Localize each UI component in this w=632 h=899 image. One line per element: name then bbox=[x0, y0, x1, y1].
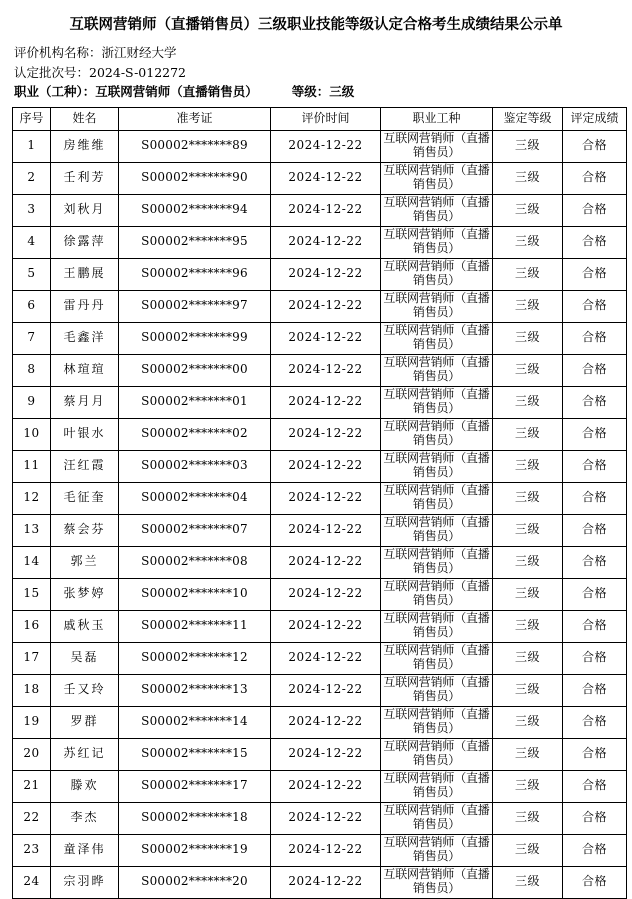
cell-score: 合格 bbox=[563, 546, 627, 578]
cell-date: 2024-12-22 bbox=[271, 642, 381, 674]
cell-name: 李杰 bbox=[51, 802, 119, 834]
cell-score: 合格 bbox=[563, 226, 627, 258]
cell-name: 徐露萍 bbox=[51, 226, 119, 258]
cell-name: 雷丹丹 bbox=[51, 290, 119, 322]
cell-occupation: 互联网营销师（直播销售员） bbox=[381, 642, 493, 674]
cell-score: 合格 bbox=[563, 834, 627, 866]
cell-occupation: 互联网营销师（直播销售员） bbox=[381, 322, 493, 354]
cell-occupation: 互联网营销师（直播销售员） bbox=[381, 834, 493, 866]
cell-date: 2024-12-22 bbox=[271, 802, 381, 834]
cell-occupation: 互联网营销师（直播销售员） bbox=[381, 226, 493, 258]
cell-seq: 22 bbox=[13, 802, 51, 834]
occupation-label: 职业（工种）： bbox=[14, 84, 96, 100]
cell-name: 房维维 bbox=[51, 130, 119, 162]
table-row bbox=[13, 162, 627, 194]
cell-name: 童泽伟 bbox=[51, 834, 119, 866]
cell-level: 三级 bbox=[493, 546, 563, 578]
cell-seq: 17 bbox=[13, 642, 51, 674]
cell-cert: S00002*******96 bbox=[119, 258, 271, 290]
table-row bbox=[13, 802, 627, 834]
cell-cert: S00002*******12 bbox=[119, 642, 271, 674]
cell-level: 三级 bbox=[493, 866, 563, 898]
cell-cert: S00002*******08 bbox=[119, 546, 271, 578]
cell-date: 2024-12-22 bbox=[271, 866, 381, 898]
document-meta bbox=[14, 43, 620, 101]
table-row bbox=[13, 546, 627, 578]
cell-score: 合格 bbox=[563, 642, 627, 674]
cell-level: 三级 bbox=[493, 738, 563, 770]
column-header-level: 鉴定等级 bbox=[493, 107, 563, 130]
cell-seq: 20 bbox=[13, 738, 51, 770]
meta-row-batch bbox=[14, 63, 620, 82]
column-header-date: 评价时间 bbox=[271, 107, 381, 130]
column-header-occupation: 职业工种 bbox=[381, 107, 493, 130]
cell-seq: 14 bbox=[13, 546, 51, 578]
column-header-score: 评定成绩 bbox=[563, 107, 627, 130]
cell-name: 罗群 bbox=[51, 706, 119, 738]
table-row bbox=[13, 226, 627, 258]
cell-seq: 1 bbox=[13, 130, 51, 162]
cell-date: 2024-12-22 bbox=[271, 674, 381, 706]
cell-date: 2024-12-22 bbox=[271, 706, 381, 738]
cell-occupation: 互联网营销师（直播销售员） bbox=[381, 546, 493, 578]
results-table-body bbox=[13, 130, 627, 898]
cell-date: 2024-12-22 bbox=[271, 450, 381, 482]
cell-cert: S00002*******01 bbox=[119, 386, 271, 418]
meta-row-occupation bbox=[14, 82, 620, 101]
table-row bbox=[13, 386, 627, 418]
cell-occupation: 互联网营销师（直播销售员） bbox=[381, 194, 493, 226]
cell-name: 苏红记 bbox=[51, 738, 119, 770]
cell-level: 三级 bbox=[493, 834, 563, 866]
cell-date: 2024-12-22 bbox=[271, 322, 381, 354]
table-row bbox=[13, 834, 627, 866]
cell-cert: S00002*******10 bbox=[119, 578, 271, 610]
cell-score: 合格 bbox=[563, 354, 627, 386]
table-row bbox=[13, 322, 627, 354]
cell-date: 2024-12-22 bbox=[271, 162, 381, 194]
table-row bbox=[13, 482, 627, 514]
cell-occupation: 互联网营销师（直播销售员） bbox=[381, 802, 493, 834]
cell-date: 2024-12-22 bbox=[271, 130, 381, 162]
cell-name: 宗羽晔 bbox=[51, 866, 119, 898]
organization-label: 评价机构名称： bbox=[14, 45, 102, 61]
cell-score: 合格 bbox=[563, 194, 627, 226]
table-row bbox=[13, 770, 627, 802]
cell-score: 合格 bbox=[563, 482, 627, 514]
cell-name: 汪红霞 bbox=[51, 450, 119, 482]
cell-cert: S00002*******89 bbox=[119, 130, 271, 162]
table-row bbox=[13, 258, 627, 290]
cell-cert: S00002*******03 bbox=[119, 450, 271, 482]
cell-seq: 10 bbox=[13, 418, 51, 450]
cell-name: 毛鑫洋 bbox=[51, 322, 119, 354]
cell-score: 合格 bbox=[563, 706, 627, 738]
cell-score: 合格 bbox=[563, 258, 627, 290]
cell-seq: 16 bbox=[13, 610, 51, 642]
table-header-row bbox=[13, 107, 627, 130]
level-value: 三级 bbox=[329, 84, 355, 100]
cell-cert: S00002*******18 bbox=[119, 802, 271, 834]
cell-seq: 5 bbox=[13, 258, 51, 290]
cell-cert: S00002*******90 bbox=[119, 162, 271, 194]
cell-seq: 18 bbox=[13, 674, 51, 706]
cell-score: 合格 bbox=[563, 770, 627, 802]
cell-date: 2024-12-22 bbox=[271, 194, 381, 226]
cell-score: 合格 bbox=[563, 802, 627, 834]
cell-cert: S00002*******11 bbox=[119, 610, 271, 642]
cell-seq: 3 bbox=[13, 194, 51, 226]
cell-occupation: 互联网营销师（直播销售员） bbox=[381, 258, 493, 290]
cell-level: 三级 bbox=[493, 130, 563, 162]
cell-cert: S00002*******95 bbox=[119, 226, 271, 258]
cell-seq: 13 bbox=[13, 514, 51, 546]
cell-level: 三级 bbox=[493, 642, 563, 674]
cell-date: 2024-12-22 bbox=[271, 514, 381, 546]
table-row bbox=[13, 738, 627, 770]
table-row bbox=[13, 418, 627, 450]
table-row bbox=[13, 130, 627, 162]
cell-occupation: 互联网营销师（直播销售员） bbox=[381, 386, 493, 418]
table-row bbox=[13, 578, 627, 610]
cell-seq: 11 bbox=[13, 450, 51, 482]
cell-level: 三级 bbox=[493, 226, 563, 258]
cell-date: 2024-12-22 bbox=[271, 546, 381, 578]
cell-level: 三级 bbox=[493, 162, 563, 194]
cell-occupation: 互联网营销师（直播销售员） bbox=[381, 162, 493, 194]
cell-level: 三级 bbox=[493, 770, 563, 802]
cell-level: 三级 bbox=[493, 322, 563, 354]
cell-name: 蔡月月 bbox=[51, 386, 119, 418]
cell-score: 合格 bbox=[563, 386, 627, 418]
cell-name: 叶银水 bbox=[51, 418, 119, 450]
meta-row-organization bbox=[14, 43, 620, 62]
table-row bbox=[13, 450, 627, 482]
cell-date: 2024-12-22 bbox=[271, 354, 381, 386]
cell-level: 三级 bbox=[493, 514, 563, 546]
cell-level: 三级 bbox=[493, 418, 563, 450]
table-row bbox=[13, 354, 627, 386]
cell-occupation: 互联网营销师（直播销售员） bbox=[381, 610, 493, 642]
column-header-seq: 序号 bbox=[13, 107, 51, 130]
cell-occupation: 互联网营销师（直播销售员） bbox=[381, 514, 493, 546]
cell-name: 蔡会芬 bbox=[51, 514, 119, 546]
batch-label: 认定批次号： bbox=[14, 64, 90, 80]
cell-score: 合格 bbox=[563, 162, 627, 194]
cell-date: 2024-12-22 bbox=[271, 418, 381, 450]
cell-cert: S00002*******94 bbox=[119, 194, 271, 226]
table-row bbox=[13, 706, 627, 738]
cell-date: 2024-12-22 bbox=[271, 738, 381, 770]
cell-date: 2024-12-22 bbox=[271, 770, 381, 802]
cell-occupation: 互联网营销师（直播销售员） bbox=[381, 354, 493, 386]
cell-score: 合格 bbox=[563, 450, 627, 482]
cell-occupation: 互联网营销师（直播销售员） bbox=[381, 290, 493, 322]
cell-score: 合格 bbox=[563, 610, 627, 642]
results-table bbox=[12, 107, 627, 899]
cell-name: 滕欢 bbox=[51, 770, 119, 802]
cell-date: 2024-12-22 bbox=[271, 578, 381, 610]
cell-occupation: 互联网营销师（直播销售员） bbox=[381, 450, 493, 482]
cell-occupation: 互联网营销师（直播销售员） bbox=[381, 866, 493, 898]
occupation-value: 互联网营销师（直播销售员） bbox=[95, 84, 258, 100]
cell-score: 合格 bbox=[563, 738, 627, 770]
cell-name: 壬利芳 bbox=[51, 162, 119, 194]
cell-seq: 4 bbox=[13, 226, 51, 258]
cell-name: 毛征奎 bbox=[51, 482, 119, 514]
cell-cert: S00002*******99 bbox=[119, 322, 271, 354]
cell-date: 2024-12-22 bbox=[271, 290, 381, 322]
cell-date: 2024-12-22 bbox=[271, 834, 381, 866]
cell-name: 戚秋玉 bbox=[51, 610, 119, 642]
page-title: 互联网营销师（直播销售员）三级职业技能等级认定合格考生成绩结果公示单 bbox=[69, 16, 563, 33]
cell-level: 三级 bbox=[493, 194, 563, 226]
cell-seq: 23 bbox=[13, 834, 51, 866]
cell-seq: 8 bbox=[13, 354, 51, 386]
cell-name: 林瑄瑄 bbox=[51, 354, 119, 386]
cell-cert: S00002*******97 bbox=[119, 290, 271, 322]
cell-cert: S00002*******15 bbox=[119, 738, 271, 770]
cell-level: 三级 bbox=[493, 610, 563, 642]
organization-value: 浙江财经大学 bbox=[101, 45, 177, 61]
cell-level: 三级 bbox=[493, 450, 563, 482]
cell-seq: 9 bbox=[13, 386, 51, 418]
table-row bbox=[13, 674, 627, 706]
cell-seq: 21 bbox=[13, 770, 51, 802]
cell-occupation: 互联网营销师（直播销售员） bbox=[381, 418, 493, 450]
cell-name: 刘秋月 bbox=[51, 194, 119, 226]
cell-level: 三级 bbox=[493, 290, 563, 322]
cell-level: 三级 bbox=[493, 674, 563, 706]
cell-name: 张梦婷 bbox=[51, 578, 119, 610]
cell-score: 合格 bbox=[563, 514, 627, 546]
table-row bbox=[13, 194, 627, 226]
cell-score: 合格 bbox=[563, 290, 627, 322]
cell-name: 吴磊 bbox=[51, 642, 119, 674]
cell-seq: 12 bbox=[13, 482, 51, 514]
column-header-cert: 准考证 bbox=[119, 107, 271, 130]
cell-occupation: 互联网营销师（直播销售员） bbox=[381, 130, 493, 162]
cell-seq: 2 bbox=[13, 162, 51, 194]
cell-name: 壬又玲 bbox=[51, 674, 119, 706]
cell-level: 三级 bbox=[493, 482, 563, 514]
cell-occupation: 互联网营销师（直播销售员） bbox=[381, 706, 493, 738]
cell-score: 合格 bbox=[563, 130, 627, 162]
table-row bbox=[13, 514, 627, 546]
cell-cert: S00002*******00 bbox=[119, 354, 271, 386]
table-row bbox=[13, 290, 627, 322]
column-header-name: 姓名 bbox=[51, 107, 119, 130]
cell-seq: 19 bbox=[13, 706, 51, 738]
cell-cert: S00002*******02 bbox=[119, 418, 271, 450]
cell-seq: 6 bbox=[13, 290, 51, 322]
cell-occupation: 互联网营销师（直播销售员） bbox=[381, 482, 493, 514]
cell-date: 2024-12-22 bbox=[271, 386, 381, 418]
cell-seq: 15 bbox=[13, 578, 51, 610]
cell-date: 2024-12-22 bbox=[271, 226, 381, 258]
cell-score: 合格 bbox=[563, 866, 627, 898]
cell-score: 合格 bbox=[563, 322, 627, 354]
table-row bbox=[13, 866, 627, 898]
cell-level: 三级 bbox=[493, 578, 563, 610]
cell-date: 2024-12-22 bbox=[271, 258, 381, 290]
cell-date: 2024-12-22 bbox=[271, 610, 381, 642]
cell-occupation: 互联网营销师（直播销售员） bbox=[381, 770, 493, 802]
cell-level: 三级 bbox=[493, 258, 563, 290]
table-row bbox=[13, 642, 627, 674]
cell-occupation: 互联网营销师（直播销售员） bbox=[381, 674, 493, 706]
cell-score: 合格 bbox=[563, 418, 627, 450]
batch-value: 2024-S-012272 bbox=[89, 64, 187, 80]
cell-cert: S00002*******07 bbox=[119, 514, 271, 546]
cell-seq: 24 bbox=[13, 866, 51, 898]
cell-cert: S00002*******14 bbox=[119, 706, 271, 738]
cell-score: 合格 bbox=[563, 578, 627, 610]
cell-level: 三级 bbox=[493, 386, 563, 418]
cell-cert: S00002*******04 bbox=[119, 482, 271, 514]
cell-level: 三级 bbox=[493, 354, 563, 386]
cell-cert: S00002*******13 bbox=[119, 674, 271, 706]
cell-occupation: 互联网营销师（直播销售员） bbox=[381, 578, 493, 610]
table-row bbox=[13, 610, 627, 642]
cell-cert: S00002*******20 bbox=[119, 866, 271, 898]
level-label: 等级： bbox=[291, 84, 330, 100]
cell-date: 2024-12-22 bbox=[271, 482, 381, 514]
cell-name: 王鹏展 bbox=[51, 258, 119, 290]
cell-name: 郭兰 bbox=[51, 546, 119, 578]
cell-seq: 7 bbox=[13, 322, 51, 354]
cell-occupation: 互联网营销师（直播销售员） bbox=[381, 738, 493, 770]
cell-level: 三级 bbox=[493, 802, 563, 834]
cell-cert: S00002*******17 bbox=[119, 770, 271, 802]
cell-level: 三级 bbox=[493, 706, 563, 738]
cell-cert: S00002*******19 bbox=[119, 834, 271, 866]
cell-score: 合格 bbox=[563, 674, 627, 706]
